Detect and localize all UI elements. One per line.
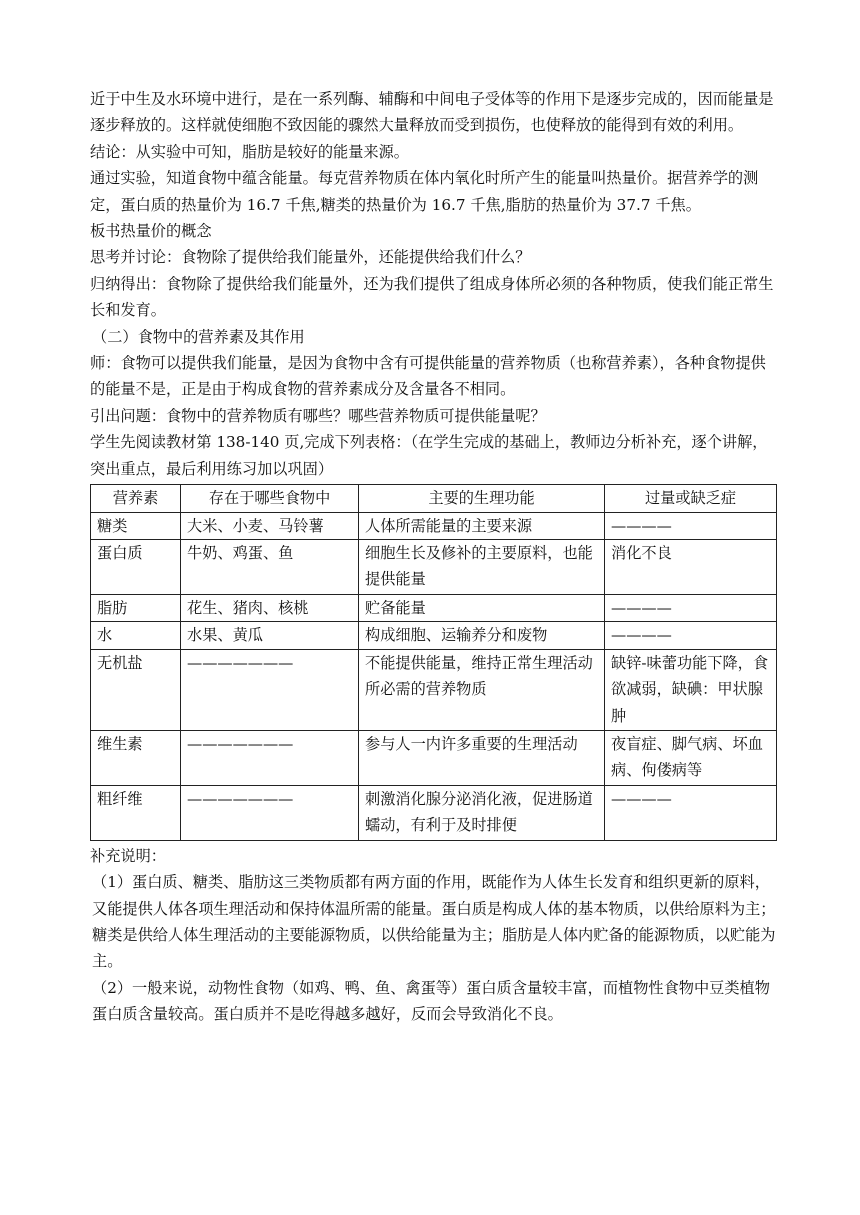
- paragraph-teacher: 师：食物可以提供我们能量，是因为食物中含有可提供能量的营养物质（也称营养素），各种食物提供的能量不是，正是由于构成食物的营养素成分及含量各不相同。: [90, 354, 766, 399]
- table-cell: 蛋白质: [91, 539, 181, 594]
- table-row: [91, 649, 777, 730]
- table-cell: 糖类: [91, 512, 181, 539]
- table-cell: 消化不良: [605, 539, 777, 594]
- table-cell: 粗纤维: [91, 785, 181, 840]
- table-cell: 花生、猪肉、核桃: [181, 594, 359, 621]
- table-cell: 不能提供能量，维持正常生理活动所必需的营养物质: [359, 649, 605, 730]
- table-cell: 贮备能量: [359, 594, 605, 621]
- supplement-point-1: （1）蛋白质、糖类、脂肪这三类物质都有两方面的作用，既能作为人体生长发育和组织更新的原料，又能提供人体各项生理活动和保持体温所需的能量。蛋白质是构成人体的基本物质，以供给原料为主；糖类是供给人体生理活动的主要能源物质，以供给能量为主；脂肪是人体内贮备的能源物质，以贮能为主。: [92, 873, 776, 971]
- header-food-sources: 存在于哪些食物中: [181, 485, 359, 512]
- table-header-row: [91, 485, 777, 512]
- table-cell: ————: [605, 622, 777, 649]
- paragraph-discussion: 思考并讨论：食物除了提供给我们能量外，还能提供给我们什么？: [90, 248, 531, 267]
- table-row: [91, 785, 777, 840]
- table-cell: 牛奶、鸡蛋、鱼: [181, 539, 359, 594]
- table-cell: 细胞生长及修补的主要原料，也能提供能量: [359, 539, 605, 594]
- header-nutrient: 营养素: [91, 485, 181, 512]
- document-page: [90, 86, 776, 1028]
- nutrient-table: [90, 484, 777, 841]
- table-cell: 缺锌-味蕾功能下降，食欲减弱，缺碘：甲状腺肿: [605, 649, 777, 730]
- table-cell: 脂肪: [91, 594, 181, 621]
- paragraph-respiration: 近于中生及水环境中进行，是在一系列酶、辅酶和中间电子受体等的作用下是逐步完成的，因而能量是逐步释放的。这样就使细胞不致因能的骤然大量释放而受到损伤，也使释放的能得到有效的利用。: [90, 90, 774, 135]
- table-cell: ————: [605, 594, 777, 621]
- section-heading: （二）食物中的营养素及其作用: [92, 327, 305, 346]
- table-cell: 无机盐: [91, 649, 181, 730]
- paragraph-question: 引出问题：食物中的营养物质有哪些？哪些营养物质可提供能量呢？: [90, 406, 546, 425]
- table-cell: ———————: [181, 730, 359, 785]
- table-cell: ———————: [181, 785, 359, 840]
- table-cell: 大米、小麦、马铃薯: [181, 512, 359, 539]
- table-row: [91, 730, 777, 785]
- table-cell: ————: [605, 785, 777, 840]
- table-cell: 水果、黄瓜: [181, 622, 359, 649]
- table-cell: 参与人一内许多重要的生理活动: [359, 730, 605, 785]
- table-cell: 构成细胞、运输养分和废物: [359, 622, 605, 649]
- table-cell: 刺激消化腺分泌消化液，促进肠道蠕动，有利于及时排便: [359, 785, 605, 840]
- supplement-point-2: （2）一般来说，动物性食物（如鸡、鸭、鱼、禽蛋等）蛋白质含量较丰富，而植物性食物中豆类植物蛋白质含量较高。蛋白质并不是吃得越多越好，反而会导致消化不良。: [92, 978, 770, 1024]
- paragraph-board-note: 板书热量价的概念: [90, 222, 212, 241]
- paragraph-heat-value: 通过实验，知道食物中蕴含能量。每克营养物质在体内氧化时所产生的能量叫热量价。据营养学的测定，蛋白质的热量价为 16.7 千焦,糖类的热量价为 16.7 千焦,脂肪的热量价为 37.7 千焦。: [90, 169, 759, 214]
- table-cell: 人体所需能量的主要来源: [359, 512, 605, 539]
- paragraph-conclusion: 结论：从实验中可知，脂肪是较好的能量来源。: [90, 142, 409, 161]
- paragraph-instruction: 学生先阅读教材第 138-140 页,完成下列表格：（在学生完成的基础上，教师边分析补充，逐个讲解，突出重点，最后利用练习加以巩固）: [90, 433, 768, 478]
- table-cell: ———————: [181, 649, 359, 730]
- table-row: [91, 622, 777, 649]
- table-row: [91, 539, 777, 594]
- table-row: [91, 512, 777, 539]
- table-cell: ————: [605, 512, 777, 539]
- table-row: [91, 594, 777, 621]
- header-function: 主要的生理功能: [359, 485, 605, 512]
- table-cell: 夜盲症、脚气病、坏血病、佝偻病等: [605, 730, 777, 785]
- paragraph-summary: 归纳得出：食物除了提供给我们能量外，还为我们提供了组成身体所必须的各种物质，使我们能正常生长和发育。: [90, 274, 774, 320]
- table-cell: 水: [91, 622, 181, 649]
- header-deficiency: 过量或缺乏症: [605, 485, 777, 512]
- table-cell: 维生素: [91, 730, 181, 785]
- supplement-heading: 补充说明：: [90, 846, 166, 865]
